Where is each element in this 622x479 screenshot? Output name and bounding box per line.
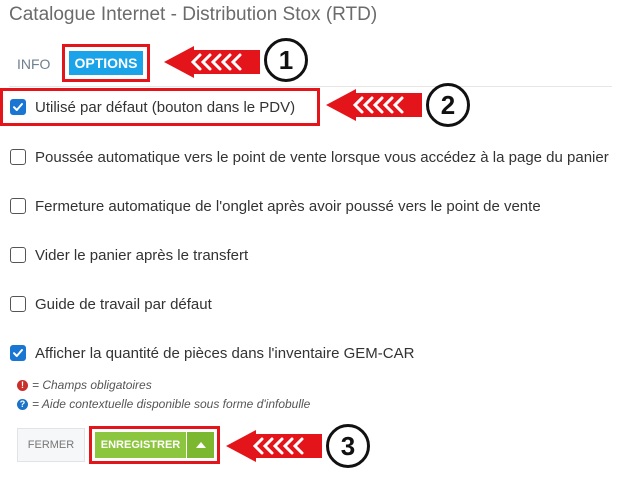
red-arrow-icon	[222, 426, 326, 466]
annotation-badge-2: 2	[426, 83, 470, 127]
caret-up-icon	[196, 442, 206, 448]
option-show-inventory-qty[interactable]	[10, 342, 414, 364]
highlight-box-options	[62, 44, 150, 82]
tab-divider	[9, 86, 612, 87]
highlight-box-save	[89, 426, 220, 464]
option-label: Afficher la quantité de pièces dans l'inventaire GEM-CAR	[35, 344, 415, 362]
checkbox-checked[interactable]	[10, 345, 26, 361]
legend-help-text: = Aide contextuelle disponible sous forme d'infobulle	[32, 397, 311, 411]
option-auto-push[interactable]	[10, 146, 609, 168]
option-label: Poussée automatique vers le point de vente lorsque vous accédez à la page du panier	[35, 148, 609, 166]
check-icon	[12, 347, 24, 359]
option-label: Vider le panier après le transfert	[35, 246, 249, 264]
option-work-guide[interactable]	[10, 293, 212, 315]
checkbox-unchecked[interactable]	[10, 296, 26, 312]
save-button[interactable]: ENREGISTRER	[95, 432, 186, 458]
close-button[interactable]: FERMER	[17, 428, 85, 462]
check-icon	[12, 101, 24, 113]
option-label: Fermeture automatique de l'onglet après avoir poussé vers le point de vente	[35, 197, 541, 215]
annotation-badge-3: 3	[326, 424, 370, 468]
option-label: Guide de travail par défaut	[35, 295, 212, 313]
checkbox-unchecked[interactable]	[10, 247, 26, 263]
option-auto-close-tab[interactable]	[10, 195, 541, 217]
option-empty-cart[interactable]	[10, 244, 248, 266]
tab-info[interactable]: INFO	[17, 56, 51, 72]
legend-required-text: = Champs obligatoires	[32, 378, 152, 392]
page-title: Catalogue Internet - Distribution Stox (RTD)	[9, 4, 378, 25]
red-arrow-icon	[322, 85, 426, 125]
checkbox-checked[interactable]	[10, 99, 26, 115]
legend-help	[17, 397, 310, 411]
option-default-button[interactable]	[10, 96, 295, 118]
checkbox-unchecked[interactable]	[10, 149, 26, 165]
exclamation-circle-icon: !	[17, 380, 28, 391]
option-label: Utilisé par défaut (bouton dans le PDV)	[35, 98, 296, 116]
tab-options[interactable]: OPTIONS	[69, 51, 143, 75]
save-options-toggle[interactable]	[187, 432, 214, 458]
checkbox-unchecked[interactable]	[10, 198, 26, 214]
red-arrow-icon	[160, 42, 264, 82]
annotation-badge-1: 1	[264, 38, 308, 82]
legend-required	[17, 378, 152, 392]
question-circle-icon: ?	[17, 399, 28, 410]
